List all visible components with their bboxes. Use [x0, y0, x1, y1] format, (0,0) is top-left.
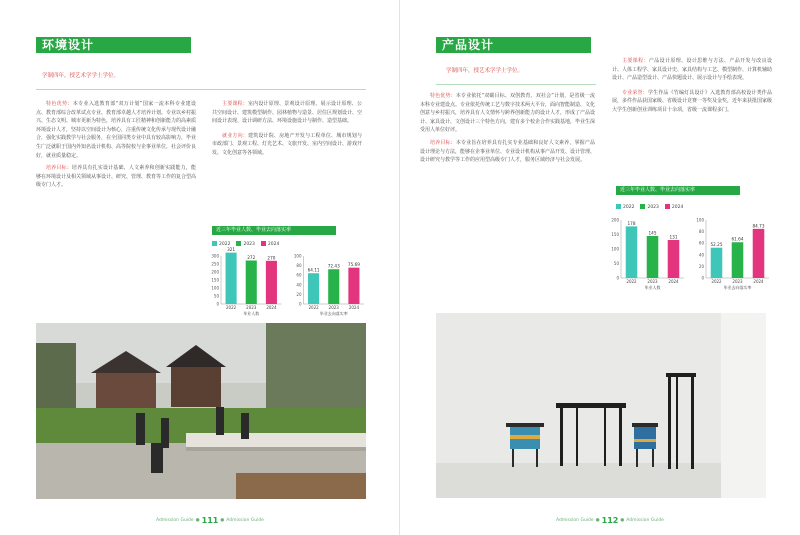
page-number: 112	[601, 516, 619, 525]
chart-right	[605, 214, 775, 294]
tick-label: 20	[698, 263, 704, 269]
tick-label: 150	[611, 232, 619, 237]
category-label: 2023	[328, 305, 339, 310]
x-axis-label: 毕业人数	[644, 285, 661, 290]
subchart-1	[696, 218, 769, 291]
category-label: 2024	[753, 279, 764, 284]
tick-label: 150	[211, 277, 219, 283]
category-label: 2022	[711, 279, 722, 284]
data-label: 145	[648, 230, 657, 236]
chart-heading: 近三年毕业人数、毕业去向落实率	[616, 186, 740, 195]
category-label: 2023	[732, 279, 743, 284]
bar	[328, 269, 339, 304]
x-axis-label: 毕业去向落实率	[319, 311, 348, 316]
bar	[711, 248, 723, 278]
data-label: 72.43	[327, 263, 340, 269]
bar	[668, 240, 680, 278]
tick-label: 0	[298, 301, 302, 307]
data-label: 270	[267, 255, 276, 261]
subchart-0	[211, 247, 281, 316]
data-label: 52.25	[710, 242, 723, 248]
category-label: 2023	[647, 279, 658, 284]
page-footer: Admission Guide ● 112 ● Admission Guide	[556, 516, 664, 525]
data-label: 84.73	[752, 223, 765, 229]
furniture-photo	[436, 313, 766, 498]
tick-label: 100	[211, 285, 219, 291]
text-column-2: 主要课程：产品设计原理、设计思维与方法、产品开发与改良设计、人体工程学、家具设计史、家具结构与工艺、模型制作、计算机辅助设计、产品造型设计、产品快题设计、展示设计与手绘表现。 专业荣誉：学生作品《竹编灯具设计》入选教育部高校设计类作品展，多件作品获国家级、省级设计竞赛一等奖及金奖，近年来获批国家级大学生创新创业训练项目十余项，省级一流课程多门。	[612, 58, 773, 113]
bar	[308, 273, 319, 304]
tick-label: 100	[696, 217, 704, 223]
data-label: 64.11	[307, 267, 320, 273]
tick-label: 60	[296, 272, 302, 278]
data-label: 321	[227, 247, 236, 253]
category-label: 2022	[308, 305, 319, 310]
chart-legend: 2022 2023 2024	[212, 241, 279, 247]
divider	[436, 84, 596, 85]
tick-label: 50	[613, 261, 619, 266]
section-title: 环境设计	[36, 37, 191, 53]
campus-photo-image	[36, 323, 366, 499]
text-column-2: 主要课程：室内设计原理、景观设计原理、展示设计原理、公共空间设计、建筑模型制作、园林植物与造景、居住区规划设计、空间设计表现、设计调研方法、环境设施设计与制作、造型基础。 就业方向：建筑设计院、房地产开发与工程单位、城市规划与市政部门、景观工程、灯光艺术、文旅开发、室内空间设计、游戏开发、文化创意等各领域。	[212, 101, 363, 156]
text-column-1: 特色优势：本专业入选教育部“双万计划”国家一流本科专业建设点、教育部综合改革试点专业、教育部卓越人才培养计划。专业以乡村振兴、生态文明、城市更新为特色，培养具有工匠精神和创新能力的高素质环境设计人才，坚持以空间设计为核心，注重传统文化传承与现代设计融合，强化实践教学与社会服务，在全国同类专业中具有较高影响力，毕业生广泛就职于国内外知名设计机构、高等院校与企事业单位，社会评价良好，就业质量稳定。 培养目标：培养具有扎实设计基础、人文素养和创新实践能力，能够在环境设计及相关领域从事设计、研究、管理、教育等工作的复合型高级专门人才。	[36, 101, 197, 189]
divider	[36, 89, 366, 90]
bar	[753, 229, 765, 278]
campus-photo	[36, 323, 366, 499]
subchart-0	[611, 218, 684, 291]
data-label: 61.64	[731, 236, 744, 242]
tick-label: 200	[211, 269, 219, 275]
bar	[226, 253, 237, 304]
degree-note: 学制四年，授艺术学学士学位。	[446, 68, 524, 74]
tick-label: 40	[698, 252, 704, 258]
data-label: 178	[627, 220, 636, 226]
text-column-1: 特色优势：本专业依托“双碳目标、双创教育、双社会”计划，是省级一流本科专业建设点。专业依托传统工艺与数字技术两大平台，面向智能制造、文化创意与乡村振兴，培养具有人文情怀与跨界创新能力的设计人才，形成了产品设计、家具设计、文创设计三个特色方向，建有多个校企合作实践基地，毕业生深受用人单位好评。 培养目标：本专业旨在培养具有扎实专业基础和良好人文素养，掌握产品设计理论与方法，能够在企事业单位、专业设计机构从事产品开发、设计管理、设计研究与教学等工作的应用型高级专门人才，服务区域经济与社会发展。	[420, 93, 596, 164]
section-title: 产品设计	[436, 37, 591, 53]
tick-label: 250	[211, 261, 219, 267]
subchart-1	[294, 254, 364, 317]
bar	[246, 260, 257, 304]
tick-label: 80	[698, 229, 704, 235]
data-label: 272	[247, 254, 256, 260]
tick-label: 200	[611, 217, 619, 223]
bar	[626, 226, 638, 278]
x-axis-label: 毕业去向落实率	[723, 285, 752, 290]
tick-label: 0	[216, 301, 219, 307]
data-label: 131	[669, 234, 678, 240]
chart-left	[205, 247, 370, 320]
tick-label: 0	[616, 275, 619, 281]
chart-heading: 近三年毕业人数、毕业去向落实率	[212, 226, 336, 235]
tick-label: 100	[293, 253, 302, 259]
chart-legend: 2022 2023 2024	[616, 204, 683, 210]
tick-label: 0	[701, 275, 704, 281]
x-axis-label: 毕业人数	[243, 311, 260, 316]
bar	[732, 242, 744, 278]
tick-label: 20	[296, 291, 302, 297]
bar	[266, 261, 277, 304]
page-number: 111	[201, 516, 219, 525]
tick-label: 300	[211, 253, 219, 259]
category-label: 2023	[246, 305, 257, 310]
category-label: 2022	[626, 279, 637, 284]
bar	[348, 268, 359, 304]
degree-note: 学制四年，授艺术学学士学位。	[42, 73, 120, 79]
bar	[647, 236, 659, 278]
category-label: 2024	[348, 305, 360, 310]
category-label: 2024	[266, 305, 277, 310]
category-label: 2022	[225, 305, 237, 310]
category-label: 2024	[668, 279, 679, 284]
tick-label: 100	[611, 246, 619, 252]
tick-label: 40	[296, 282, 302, 288]
page-footer: Admission Guide ● 111 ● Admission Guide	[156, 516, 264, 525]
furniture-photo-image	[436, 313, 766, 498]
tick-label: 80	[296, 263, 302, 269]
tick-label: 60	[698, 240, 704, 246]
data-label: 75.69	[347, 262, 360, 268]
page-right	[400, 0, 800, 535]
tick-label: 50	[213, 293, 219, 299]
